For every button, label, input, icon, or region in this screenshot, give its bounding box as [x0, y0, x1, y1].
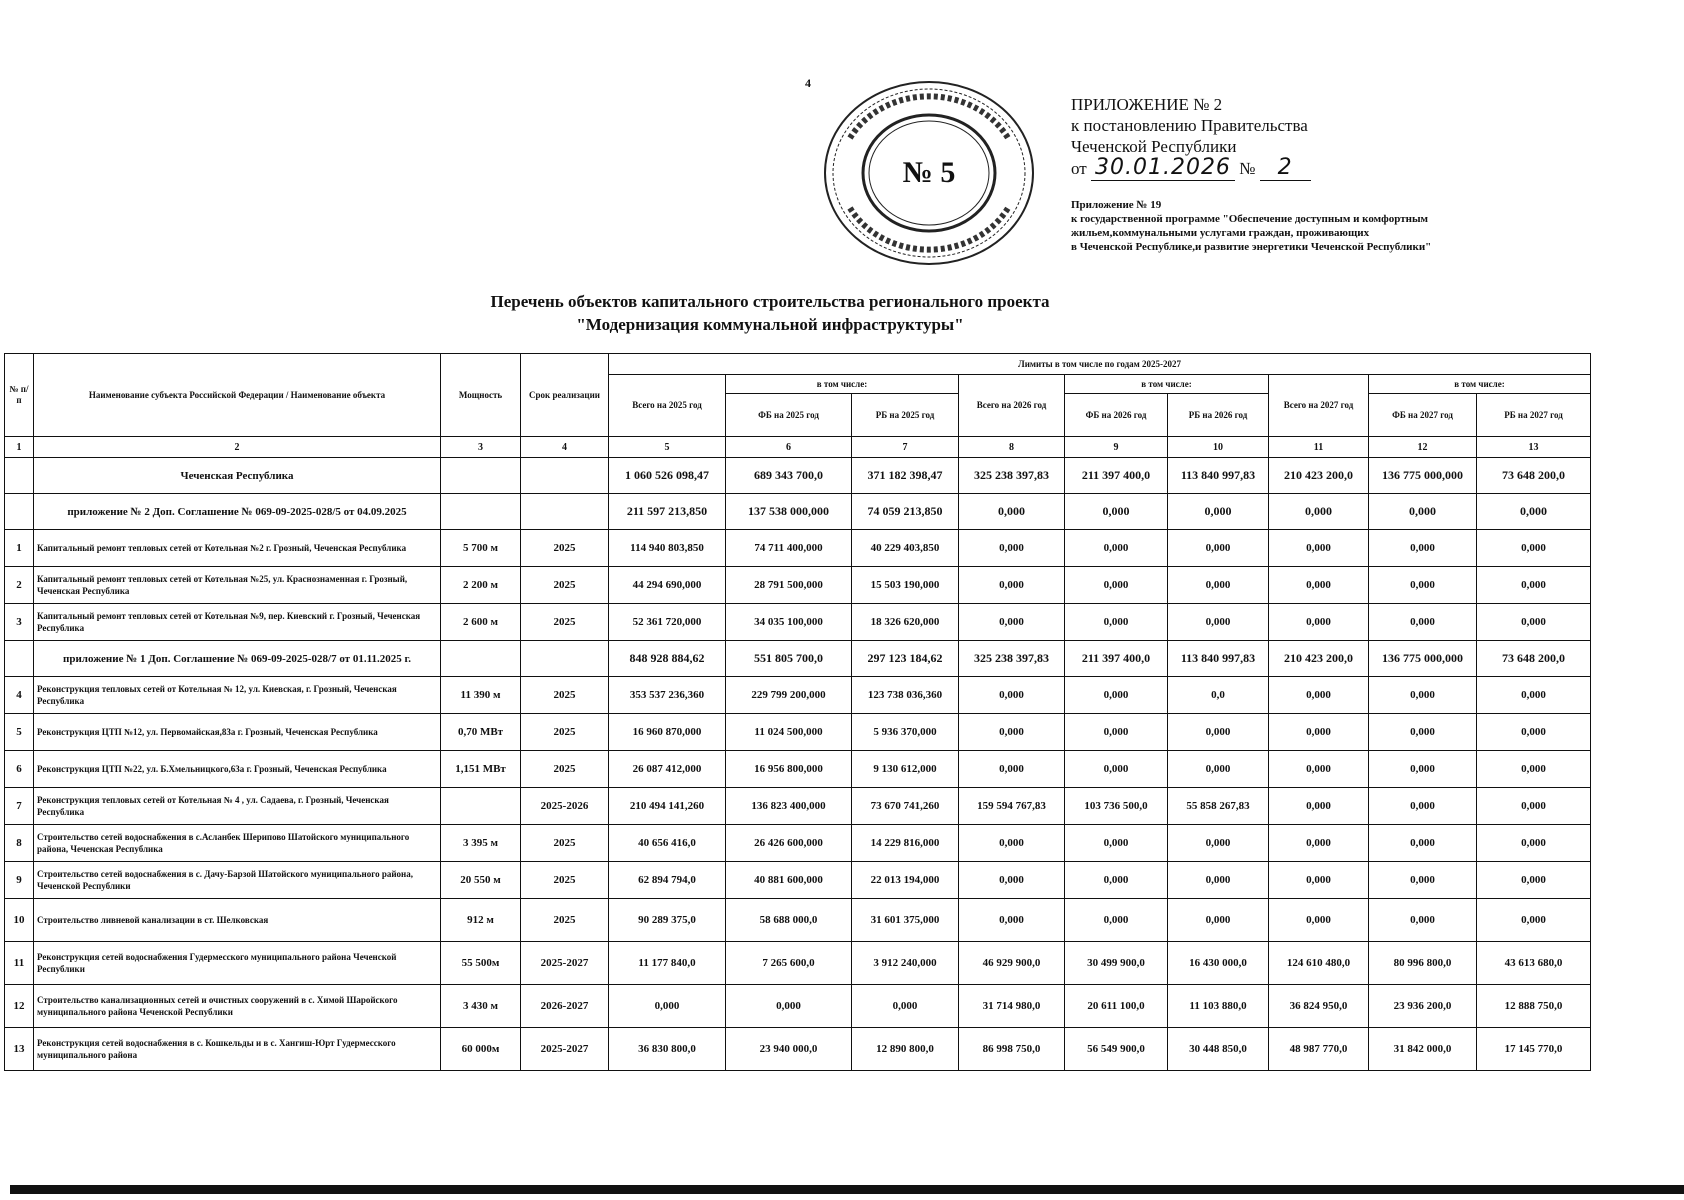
amount-cell: 23 936 200,0 [1369, 985, 1477, 1028]
amount-cell: 0,000 [1477, 494, 1591, 530]
amount-cell: 31 601 375,000 [852, 899, 959, 942]
amount-cell: 103 736 500,0 [1065, 788, 1168, 825]
header-including-2026: в том числе: [1065, 375, 1269, 394]
table-row [5, 985, 1591, 1028]
amount-cell: 229 799 200,000 [726, 677, 852, 714]
amount-cell: 551 805 700,0 [726, 641, 852, 677]
amount-cell: 3 912 240,000 [852, 942, 959, 985]
amount-cell: 0,000 [1369, 714, 1477, 751]
amount-cell: 30 448 850,0 [1168, 1028, 1269, 1071]
amount-cell: 74 059 213,850 [852, 494, 959, 530]
term-cell: 2025 [521, 677, 609, 714]
row-number [5, 458, 34, 494]
term-cell: 2025 [521, 530, 609, 567]
amount-cell: 9 130 612,000 [852, 751, 959, 788]
column-number: 9 [1065, 437, 1168, 458]
amount-cell: 136 775 000,000 [1369, 458, 1477, 494]
capacity-cell [441, 788, 521, 825]
header-including-2025: в том числе: [726, 375, 959, 394]
amount-cell: 0,000 [1477, 788, 1591, 825]
amount-cell: 0,000 [959, 494, 1065, 530]
title-line-2: "Модернизация коммунальной инфраструктуры" [576, 315, 964, 334]
handwritten-number: 2 [1260, 155, 1311, 181]
amount-cell: 0,000 [1168, 899, 1269, 942]
capacity-cell: 5 700 м [441, 530, 521, 567]
header-capacity: Мощность [441, 354, 521, 437]
amount-cell: 11 103 880,0 [1168, 985, 1269, 1028]
row-number: 5 [5, 714, 34, 751]
object-name: Реконструкция ЦТП №12, ул. Первомайская,83а г. Грозный, Чеченская Республика [34, 714, 441, 751]
amount-cell: 211 397 400,0 [1065, 458, 1168, 494]
object-name: Реконструкция сетей водоснабжения в с. Кошкельды и в с. Хангиш-Юрт Гудермесского муниципального района [34, 1028, 441, 1071]
column-number: 6 [726, 437, 852, 458]
amount-cell: 23 940 000,0 [726, 1028, 852, 1071]
amount-cell: 74 711 400,000 [726, 530, 852, 567]
annex-title: ПРИЛОЖЕНИЕ № 2 [1071, 95, 1223, 114]
annex-line-2: к постановлению Правительства [1071, 116, 1308, 135]
amount-cell: 44 294 690,000 [609, 567, 726, 604]
amount-cell: 0,000 [1269, 825, 1369, 862]
table-group-row [5, 641, 1591, 677]
amount-cell: 159 594 767,83 [959, 788, 1065, 825]
column-number: 7 [852, 437, 959, 458]
term-cell: 2025 [521, 899, 609, 942]
amount-cell: 0,000 [1168, 714, 1269, 751]
row-number: 9 [5, 862, 34, 899]
amount-cell: 0,000 [1369, 788, 1477, 825]
capacity-cell [441, 641, 521, 677]
amount-cell: 0,000 [1269, 751, 1369, 788]
amount-cell: 7 265 600,0 [726, 942, 852, 985]
amount-cell: 0,000 [959, 530, 1065, 567]
amount-cell: 0,000 [1269, 567, 1369, 604]
amount-cell: 90 289 375,0 [609, 899, 726, 942]
header-fb-2025: ФБ на 2025 год [726, 394, 852, 437]
amount-cell: 0,000 [959, 714, 1065, 751]
amount-cell: 5 936 370,000 [852, 714, 959, 751]
term-cell: 2025 [521, 862, 609, 899]
amount-cell: 40 881 600,000 [726, 862, 852, 899]
term-cell [521, 494, 609, 530]
capacity-cell: 55 500м [441, 942, 521, 985]
amount-cell: 0,000 [959, 899, 1065, 942]
annex19-line-2: к государственной программе "Обеспечение доступным и комфортным [1071, 213, 1429, 225]
amount-cell: 0,000 [1065, 751, 1168, 788]
amount-cell: 31 842 000,0 [1369, 1028, 1477, 1071]
amount-cell: 0,000 [726, 985, 852, 1028]
amount-cell: 30 499 900,0 [1065, 942, 1168, 985]
annex19-line-4: в Чеченской Республике,и развитие энергетики Чеченской Республики" [1071, 241, 1432, 253]
table-group-row [5, 494, 1591, 530]
amount-cell: 0,000 [959, 567, 1065, 604]
column-number: 2 [34, 437, 441, 458]
amount-cell: 34 035 100,000 [726, 604, 852, 641]
table-row [5, 567, 1591, 604]
amount-cell: 20 611 100,0 [1065, 985, 1168, 1028]
amount-cell: 0,000 [1168, 751, 1269, 788]
amount-cell: 36 830 800,0 [609, 1028, 726, 1071]
header-num: № п/п [5, 354, 34, 437]
amount-cell: 55 858 267,83 [1168, 788, 1269, 825]
object-name: Строительство канализационных сетей и очистных сооружений в с. Химой Шаройского муниципального района Чеченской Республики [34, 985, 441, 1028]
amount-cell: 0,000 [1477, 899, 1591, 942]
amount-cell: 0,000 [1269, 530, 1369, 567]
object-name: приложение № 1 Доп. Соглашение № 069-09-2025-028/7 от 01.11.2025 г. [34, 641, 441, 677]
amount-cell: 0,000 [1369, 899, 1477, 942]
table-row [5, 677, 1591, 714]
column-number: 1 [5, 437, 34, 458]
table-row [5, 788, 1591, 825]
amount-cell: 52 361 720,000 [609, 604, 726, 641]
amount-cell: 73 670 741,260 [852, 788, 959, 825]
amount-cell: 0,000 [1369, 751, 1477, 788]
amount-cell: 0,000 [1065, 677, 1168, 714]
amount-cell: 0,000 [959, 604, 1065, 641]
title-line-1: Перечень объектов капитального строительства регионального проекта [490, 292, 1050, 311]
capacity-cell: 2 600 м [441, 604, 521, 641]
amount-cell: 11 177 840,0 [609, 942, 726, 985]
amount-cell: 0,000 [1168, 530, 1269, 567]
amount-cell: 0,000 [1369, 567, 1477, 604]
amount-cell: 0,000 [1477, 714, 1591, 751]
object-name: Капитальный ремонт тепловых сетей от Котельная №9, пер. Киевский г. Грозный, Чеченская Республика [34, 604, 441, 641]
amount-cell: 0,000 [959, 677, 1065, 714]
amount-cell: 0,000 [1477, 825, 1591, 862]
table-row [5, 825, 1591, 862]
capacity-cell: 60 000м [441, 1028, 521, 1071]
object-name: Реконструкция тепловых сетей от Котельная № 12, ул. Киевская, г. Грозный, Чеченская Республика [34, 677, 441, 714]
amount-cell: 0,000 [959, 862, 1065, 899]
amount-cell: 210 494 141,260 [609, 788, 726, 825]
annex-line-3: Чеченской Республики [1071, 137, 1237, 156]
amount-cell: 58 688 000,0 [726, 899, 852, 942]
row-number: 3 [5, 604, 34, 641]
amount-cell: 0,000 [1477, 862, 1591, 899]
bottom-border-line [10, 1185, 1684, 1194]
header-total-2026: Всего на 2026 год [959, 375, 1065, 437]
amount-cell: 28 791 500,000 [726, 567, 852, 604]
amount-cell: 0,000 [1269, 677, 1369, 714]
amount-cell: 56 549 900,0 [1065, 1028, 1168, 1071]
capacity-cell: 11 390 м [441, 677, 521, 714]
official-seal [820, 78, 1038, 268]
amount-cell: 123 738 036,360 [852, 677, 959, 714]
annex19-line-1: Приложение № 19 [1071, 199, 1162, 211]
amount-cell: 12 888 750,0 [1477, 985, 1591, 1028]
row-number [5, 641, 34, 677]
amount-cell: 22 013 194,000 [852, 862, 959, 899]
row-number: 1 [5, 530, 34, 567]
row-number: 4 [5, 677, 34, 714]
capacity-cell: 3 430 м [441, 985, 521, 1028]
term-cell: 2025 [521, 604, 609, 641]
header-limits: Лимиты в том числе по годам 2025-2027 [609, 354, 1591, 375]
capacity-cell: 20 550 м [441, 862, 521, 899]
table-row [5, 899, 1591, 942]
amount-cell: 0,000 [852, 985, 959, 1028]
amount-cell: 0,000 [1168, 862, 1269, 899]
row-number: 11 [5, 942, 34, 985]
object-name: Строительство ливневой канализации в ст. Шелковская [34, 899, 441, 942]
amount-cell: 0,000 [1065, 899, 1168, 942]
amount-cell: 0,000 [1065, 530, 1168, 567]
amount-cell: 14 229 816,000 [852, 825, 959, 862]
capacity-cell: 912 м [441, 899, 521, 942]
capacity-cell: 1,151 МВт [441, 751, 521, 788]
amount-cell: 0,000 [1269, 604, 1369, 641]
amount-cell: 0,000 [1477, 677, 1591, 714]
amount-cell: 113 840 997,83 [1168, 458, 1269, 494]
amount-cell: 0,000 [1168, 567, 1269, 604]
capacity-cell: 0,70 МВт [441, 714, 521, 751]
object-name: Чеченская Республика [34, 458, 441, 494]
amount-cell: 86 998 750,0 [959, 1028, 1065, 1071]
amount-cell: 848 928 884,62 [609, 641, 726, 677]
amount-cell: 0,000 [1269, 862, 1369, 899]
handwritten-date: 30.01.2026 [1091, 155, 1235, 181]
amount-cell: 113 840 997,83 [1168, 641, 1269, 677]
amount-cell: 0,000 [1369, 825, 1477, 862]
objects-table [4, 353, 1591, 1071]
amount-cell: 0,000 [1168, 604, 1269, 641]
amount-cell: 12 890 800,0 [852, 1028, 959, 1071]
capacity-cell: 2 200 м [441, 567, 521, 604]
amount-cell: 0,000 [1168, 825, 1269, 862]
term-cell: 2025 [521, 714, 609, 751]
object-name: приложение № 2 Доп. Соглашение № 069-09-2025-028/5 от 04.09.2025 [34, 494, 441, 530]
amount-cell: 18 326 620,000 [852, 604, 959, 641]
header-total-2027: Всего на 2027 год [1269, 375, 1369, 437]
amount-cell: 43 613 680,0 [1477, 942, 1591, 985]
amount-cell: 73 648 200,0 [1477, 641, 1591, 677]
amount-cell: 0,000 [1065, 714, 1168, 751]
amount-cell: 0,000 [1369, 494, 1477, 530]
column-number: 5 [609, 437, 726, 458]
amount-cell: 210 423 200,0 [1269, 458, 1369, 494]
amount-cell: 17 145 770,0 [1477, 1028, 1591, 1071]
seal-number: № 5 [902, 156, 956, 189]
header-term: Срок реализации [521, 354, 609, 437]
amount-cell: 137 538 000,000 [726, 494, 852, 530]
amount-cell: 0,000 [1477, 604, 1591, 641]
amount-cell: 16 960 870,000 [609, 714, 726, 751]
amount-cell: 325 238 397,83 [959, 641, 1065, 677]
header-block [1071, 94, 1311, 179]
capacity-cell [441, 458, 521, 494]
object-name: Строительство сетей водоснабжения в с.Асланбек Шерипово Шатойского муниципального района, Чеченская Республика [34, 825, 441, 862]
term-cell: 2025 [521, 825, 609, 862]
header-name: Наименование субъекта Российской Федерации / Наименование объекта [34, 354, 441, 437]
amount-cell: 0,000 [1065, 604, 1168, 641]
capacity-cell [441, 494, 521, 530]
header-rb-2025: РБ на 2025 год [852, 394, 959, 437]
amount-cell: 210 423 200,0 [1269, 641, 1369, 677]
table-row [5, 1028, 1591, 1071]
amount-cell: 0,000 [1065, 825, 1168, 862]
term-cell: 2025 [521, 567, 609, 604]
number-prefix: № [1239, 159, 1256, 178]
date-prefix: от [1071, 159, 1087, 178]
column-number-row [5, 437, 1591, 458]
object-name: Реконструкция тепловых сетей от Котельная № 4 , ул. Садаева, г. Грозный, Чеченская Республика [34, 788, 441, 825]
amount-cell: 136 823 400,000 [726, 788, 852, 825]
amount-cell: 0,000 [1065, 494, 1168, 530]
column-number: 12 [1369, 437, 1477, 458]
amount-cell: 15 503 190,000 [852, 567, 959, 604]
amount-cell: 46 929 900,0 [959, 942, 1065, 985]
amount-cell: 11 024 500,000 [726, 714, 852, 751]
annex-19-block [1071, 198, 1431, 254]
term-cell: 2026-2027 [521, 985, 609, 1028]
term-cell: 2025-2027 [521, 1028, 609, 1071]
table-row [5, 942, 1591, 985]
term-cell: 2025-2027 [521, 942, 609, 985]
column-number: 10 [1168, 437, 1269, 458]
amount-cell: 16 430 000,0 [1168, 942, 1269, 985]
row-number: 10 [5, 899, 34, 942]
header-rb-2026: РБ на 2026 год [1168, 394, 1269, 437]
row-number: 8 [5, 825, 34, 862]
capacity-cell: 3 395 м [441, 825, 521, 862]
annex19-line-3: жильем,коммунальными услугами граждан, проживающих [1071, 227, 1370, 239]
table-row [5, 862, 1591, 899]
amount-cell: 1 060 526 098,47 [609, 458, 726, 494]
amount-cell: 211 597 213,850 [609, 494, 726, 530]
header-total-2025: Всего на 2025 год [609, 375, 726, 437]
amount-cell: 0,000 [1369, 530, 1477, 567]
term-cell: 2025 [521, 751, 609, 788]
amount-cell: 0,000 [1269, 899, 1369, 942]
table-row [5, 751, 1591, 788]
amount-cell: 0,000 [1369, 604, 1477, 641]
table-body [5, 437, 1591, 1071]
amount-cell: 114 940 803,850 [609, 530, 726, 567]
row-number: 12 [5, 985, 34, 1028]
row-number: 2 [5, 567, 34, 604]
term-cell: 2025-2026 [521, 788, 609, 825]
amount-cell: 0,000 [1269, 714, 1369, 751]
document-title [380, 290, 1160, 336]
date-line [1071, 157, 1311, 179]
amount-cell: 62 894 794,0 [609, 862, 726, 899]
column-number: 13 [1477, 437, 1591, 458]
table-row [5, 604, 1591, 641]
column-number: 3 [441, 437, 521, 458]
amount-cell: 0,000 [1168, 494, 1269, 530]
amount-cell: 0,000 [1477, 530, 1591, 567]
table-row [5, 530, 1591, 567]
object-name: Реконструкция ЦТП №22, ул. Б.Хмельницкого,63а г. Грозный, Чеченская Республика [34, 751, 441, 788]
amount-cell: 16 956 800,000 [726, 751, 852, 788]
amount-cell: 26 087 412,000 [609, 751, 726, 788]
header-rb-2027: РБ на 2027 год [1477, 394, 1591, 437]
amount-cell: 36 824 950,0 [1269, 985, 1369, 1028]
amount-cell: 0,000 [1477, 567, 1591, 604]
table-group-row [5, 458, 1591, 494]
amount-cell: 0,000 [1065, 862, 1168, 899]
amount-cell: 0,000 [1369, 862, 1477, 899]
row-number: 6 [5, 751, 34, 788]
table-row [5, 714, 1591, 751]
column-number: 8 [959, 437, 1065, 458]
page-number: 4 [805, 76, 811, 90]
amount-cell: 689 343 700,0 [726, 458, 852, 494]
object-name: Капитальный ремонт тепловых сетей от Котельная №2 г. Грозный, Чеченская Республика [34, 530, 441, 567]
term-cell [521, 641, 609, 677]
amount-cell: 26 426 600,000 [726, 825, 852, 862]
amount-cell: 73 648 200,0 [1477, 458, 1591, 494]
header-fb-2027: ФБ на 2027 год [1369, 394, 1477, 437]
header-fb-2026: ФБ на 2026 год [1065, 394, 1168, 437]
amount-cell: 325 238 397,83 [959, 458, 1065, 494]
amount-cell: 40 656 416,0 [609, 825, 726, 862]
term-cell [521, 458, 609, 494]
object-name: Реконструкция сетей водоснабжения Гудермесского муниципального района Чеченской Республики [34, 942, 441, 985]
amount-cell: 0,000 [1369, 677, 1477, 714]
object-name: Строительство сетей водоснабжения в с. Дачу-Барзой Шатойского муниципального района, Чеченской Республики [34, 862, 441, 899]
amount-cell: 0,000 [1269, 788, 1369, 825]
amount-cell: 0,0 [1168, 677, 1269, 714]
row-number: 13 [5, 1028, 34, 1071]
object-name: Капитальный ремонт тепловых сетей от Котельная №25, ул. Краснознаменная г. Грозный, Чеченская Республика [34, 567, 441, 604]
amount-cell: 0,000 [1477, 751, 1591, 788]
amount-cell: 40 229 403,850 [852, 530, 959, 567]
amount-cell: 211 397 400,0 [1065, 641, 1168, 677]
amount-cell: 0,000 [959, 751, 1065, 788]
amount-cell: 0,000 [1269, 494, 1369, 530]
row-number [5, 494, 34, 530]
amount-cell: 48 987 770,0 [1269, 1028, 1369, 1071]
amount-cell: 80 996 800,0 [1369, 942, 1477, 985]
amount-cell: 136 775 000,000 [1369, 641, 1477, 677]
amount-cell: 371 182 398,47 [852, 458, 959, 494]
amount-cell: 31 714 980,0 [959, 985, 1065, 1028]
column-number: 4 [521, 437, 609, 458]
amount-cell: 0,000 [959, 825, 1065, 862]
amount-cell: 297 123 184,62 [852, 641, 959, 677]
amount-cell: 0,000 [609, 985, 726, 1028]
amount-cell: 0,000 [1065, 567, 1168, 604]
amount-cell: 124 610 480,0 [1269, 942, 1369, 985]
column-number: 11 [1269, 437, 1369, 458]
row-number: 7 [5, 788, 34, 825]
amount-cell: 353 537 236,360 [609, 677, 726, 714]
header-including-2027: в том числе: [1369, 375, 1591, 394]
